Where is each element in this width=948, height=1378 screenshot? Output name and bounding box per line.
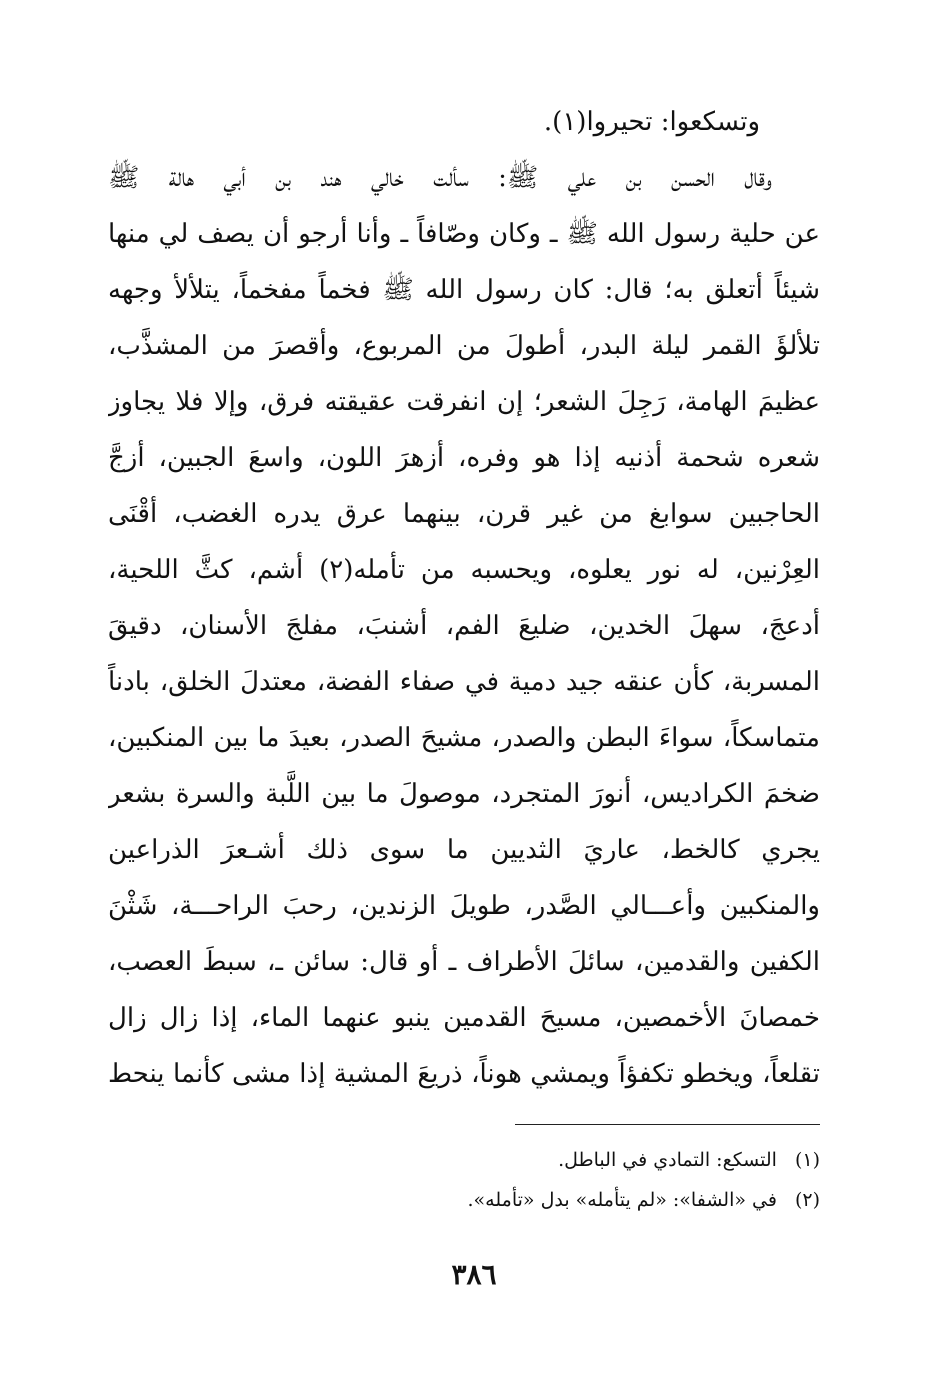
footnote-number: (١) [794,1149,820,1171]
footnote-text: في «الشفا»: «لم يتأمله» بدل «تأمله». [467,1189,777,1211]
text-line: شعره شحمة أذنيه إذا هو وفره، أزهرَ اللون، واسعَ الجبين، أزجَّ [108,443,820,473]
text-line: تلألؤَ القمر ليلة البدر، أطولَ من المربوع، وأقصرَ من المشذَّب، [108,331,820,361]
footnote-text: التسكع: التمادي في الباطل. [558,1149,777,1171]
page-number: ٣٨٦ [451,1258,497,1291]
text-line: وتسكعوا: تحيروا(١). [543,107,760,137]
text-line: يجري كالخط، عاريَ الثديين ما سوى ذلك أشـعرَ الذراعين [108,835,820,865]
text-line: عظيمَ الهامة، رَجِلَ الشعر؛ إن انفرقت عقيقته فرق، وإلا فلا يجاوز [108,387,820,417]
text-line: ضخمَ الكراديس، أنورَ المتجرد، موصولَ ما بين اللَّبة والسرة بشعر [108,779,820,809]
footnote-item [300,1180,820,1220]
text-line: أدعجَ، سهلَ الخدين، ضليعَ الفم، أشنبَ، مفلجَ الأسنان، دقيقَ [108,611,820,641]
text-line: شيئاً أتعلق به؛ قال: كان رسول الله ﷺ فخماً مفخماً، يتلألأ وجهه [108,275,820,305]
footnote-item [300,1140,820,1180]
text-line: والمنكبين وأعـــالي الصَّدر، طويلَ الزندين، رحبَ الراحـــة، شَثْنَ [108,891,820,921]
text-line: متماسكاً، سواءَ البطن والصدر، مشيحَ الصدر، بعيدَ ما بين المنكبين، [108,723,820,753]
text-line: تقلعاً، ويخطو تكفؤاً ويمشي هوناً، ذريعَ المشية إذا مشى كأنما ينحط [108,1059,820,1089]
footnotes [300,1140,820,1220]
footnote-separator [515,1124,820,1125]
footnote-number: (٢) [794,1189,820,1211]
text-line: الحاجبين سوابغ من غير قرن، بينهما عرق يدره الغضب، أقْنَى [108,499,820,529]
text-line: الكفين والقدمين، سائلَ الأطراف ـ أو قال: سائن ـ، سبطَ العصب، [108,947,820,977]
main-text-block [108,94,820,1102]
text-line: خمصانَ الأخمصين، مسيحَ القدمين ينبو عنهما الماء، إذا زال زال [108,1003,820,1033]
text-line: العِرْنين، له نور يعلوه، ويحسبه من تأمله(٢) أشم، كثَّ اللحية، [108,555,820,585]
text-line: وقال الحسن بن علي ﷺ: سألت خالي هند بن أبي هالة ﷺ [108,163,772,193]
text-line: المسربة، كأن عنقه جيد دمية في صفاء الفضة، معتدلَ الخلق، بادناً [108,667,820,697]
text-line: عن حلية رسول الله ﷺ ـ وكان وصّافاً ـ وأنا أرجو أن يصف لي منها [108,219,820,249]
